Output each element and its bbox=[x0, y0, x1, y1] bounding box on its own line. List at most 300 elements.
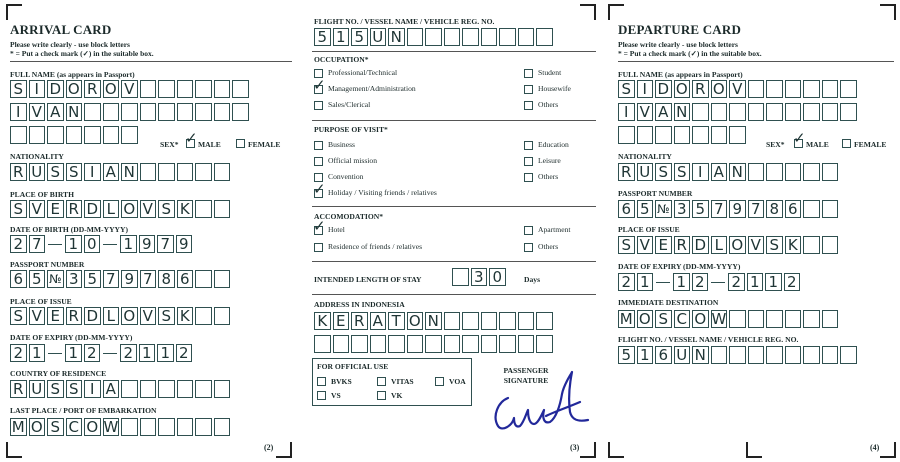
letter-box[interactable] bbox=[822, 80, 839, 98]
letter-box[interactable] bbox=[803, 236, 820, 254]
letter-box[interactable] bbox=[214, 80, 231, 98]
letter-box[interactable]: O bbox=[407, 312, 424, 330]
letter-box[interactable]: 2 bbox=[120, 344, 137, 362]
letter-box[interactable] bbox=[121, 103, 138, 121]
letter-box[interactable] bbox=[462, 335, 479, 353]
option-checkbox[interactable] bbox=[524, 101, 533, 110]
option-checkbox[interactable] bbox=[524, 141, 533, 150]
letter-box[interactable]: A bbox=[103, 163, 120, 181]
letter-box[interactable]: 7 bbox=[103, 270, 120, 288]
letter-box[interactable]: N bbox=[425, 312, 442, 330]
letter-box[interactable]: M bbox=[11, 418, 25, 436]
letter-box[interactable]: R bbox=[66, 200, 83, 218]
letter-box[interactable] bbox=[518, 335, 535, 353]
letter-box[interactable]: D bbox=[692, 236, 709, 254]
letter-box[interactable]: S bbox=[47, 163, 64, 181]
letter-box[interactable] bbox=[370, 335, 387, 353]
letter-box[interactable]: 7 bbox=[748, 200, 765, 218]
letter-box[interactable] bbox=[748, 346, 765, 364]
letter-box[interactable] bbox=[748, 80, 765, 98]
letter-box[interactable]: R bbox=[674, 236, 691, 254]
letter-box[interactable]: U bbox=[29, 380, 46, 398]
letter-box[interactable]: U bbox=[674, 346, 691, 364]
letter-box[interactable] bbox=[499, 28, 516, 46]
letter-box[interactable]: S bbox=[655, 163, 672, 181]
letter-box[interactable]: A bbox=[711, 163, 728, 181]
letter-box[interactable]: V bbox=[29, 200, 46, 218]
letter-box[interactable]: S bbox=[66, 163, 83, 181]
letter-box[interactable]: C bbox=[674, 310, 691, 328]
letter-box[interactable]: U bbox=[29, 163, 46, 181]
letter-box[interactable]: 1 bbox=[29, 344, 46, 362]
letter-box[interactable]: S bbox=[618, 80, 635, 98]
letter-box[interactable]: S bbox=[47, 418, 64, 436]
letter-box[interactable]: 0 bbox=[489, 268, 506, 286]
letter-box[interactable] bbox=[29, 126, 46, 144]
letter-box[interactable]: I bbox=[84, 380, 101, 398]
letter-box[interactable] bbox=[177, 80, 194, 98]
nationality-boxes[interactable] bbox=[10, 163, 232, 181]
letter-box[interactable]: I bbox=[637, 80, 654, 98]
letter-box[interactable] bbox=[518, 28, 535, 46]
embarkation-boxes[interactable] bbox=[10, 418, 232, 436]
letter-box[interactable] bbox=[158, 418, 175, 436]
letter-box[interactable] bbox=[711, 103, 728, 121]
letter-box[interactable]: 1 bbox=[637, 346, 654, 364]
letter-box[interactable]: 3 bbox=[674, 200, 691, 218]
letter-box[interactable]: 1 bbox=[65, 235, 82, 253]
official-vitas-checkbox[interactable] bbox=[377, 377, 386, 386]
letter-box[interactable]: 6 bbox=[10, 270, 27, 288]
letter-box[interactable]: 1 bbox=[65, 344, 82, 362]
letter-box[interactable]: M bbox=[619, 310, 633, 328]
letter-box[interactable]: 7 bbox=[711, 200, 728, 218]
letter-box[interactable] bbox=[785, 346, 802, 364]
letter-box[interactable]: K bbox=[177, 307, 194, 325]
letter-box[interactable]: W bbox=[103, 418, 119, 436]
letter-box[interactable] bbox=[407, 28, 424, 46]
letter-box[interactable]: R bbox=[351, 312, 368, 330]
letter-box[interactable] bbox=[177, 380, 194, 398]
letter-box[interactable]: K bbox=[785, 236, 802, 254]
letter-box[interactable] bbox=[748, 103, 765, 121]
letter-box[interactable]: V bbox=[140, 200, 157, 218]
flight-boxes[interactable] bbox=[314, 28, 555, 46]
letter-box[interactable] bbox=[158, 380, 175, 398]
stay-length-boxes[interactable] bbox=[452, 268, 508, 286]
letter-box[interactable] bbox=[481, 28, 498, 46]
letter-box[interactable] bbox=[729, 126, 746, 144]
letter-box[interactable] bbox=[462, 28, 479, 46]
letter-box[interactable]: D bbox=[655, 80, 672, 98]
letter-box[interactable]: S bbox=[10, 307, 27, 325]
letter-box[interactable] bbox=[748, 163, 765, 181]
letter-box[interactable]: U bbox=[637, 163, 654, 181]
letter-box[interactable]: I bbox=[29, 80, 46, 98]
flight-boxes[interactable] bbox=[618, 346, 859, 364]
letter-box[interactable]: V bbox=[637, 236, 654, 254]
letter-box[interactable]: S bbox=[618, 236, 635, 254]
official-bvks-checkbox[interactable] bbox=[317, 377, 326, 386]
letter-box[interactable] bbox=[803, 346, 820, 364]
official-vk-checkbox[interactable] bbox=[377, 391, 386, 400]
letter-box[interactable]: R bbox=[84, 80, 101, 98]
official-vs-checkbox[interactable] bbox=[317, 391, 326, 400]
letter-box[interactable] bbox=[425, 28, 442, 46]
letter-box[interactable] bbox=[766, 80, 783, 98]
letter-box[interactable]: 1 bbox=[333, 28, 350, 46]
letter-box[interactable] bbox=[158, 163, 175, 181]
letter-box[interactable] bbox=[444, 28, 461, 46]
letter-box[interactable] bbox=[103, 126, 120, 144]
letter-box[interactable]: L bbox=[711, 236, 728, 254]
option-checkbox[interactable] bbox=[314, 141, 323, 150]
letter-box[interactable]: 9 bbox=[121, 270, 138, 288]
sex-female-checkbox[interactable] bbox=[842, 139, 851, 148]
letter-box[interactable] bbox=[536, 335, 553, 353]
letter-box[interactable]: I bbox=[692, 163, 709, 181]
option-checkbox[interactable] bbox=[314, 243, 323, 252]
letter-box[interactable] bbox=[140, 163, 157, 181]
letter-box[interactable]: V bbox=[748, 236, 765, 254]
letter-box[interactable] bbox=[499, 312, 516, 330]
letter-box[interactable] bbox=[47, 126, 64, 144]
letter-box[interactable]: D bbox=[47, 80, 64, 98]
letter-box[interactable] bbox=[803, 80, 820, 98]
letter-box[interactable]: V bbox=[637, 103, 654, 121]
letter-box[interactable]: N bbox=[674, 103, 691, 121]
issue-place-boxes[interactable] bbox=[10, 307, 232, 325]
letter-box[interactable]: O bbox=[103, 80, 120, 98]
letter-box[interactable]: V bbox=[729, 80, 746, 98]
letter-box[interactable]: 3 bbox=[471, 268, 488, 286]
letter-box[interactable] bbox=[232, 80, 249, 98]
letter-box[interactable] bbox=[518, 312, 535, 330]
letter-box[interactable]: N bbox=[692, 346, 709, 364]
letter-box[interactable] bbox=[140, 380, 157, 398]
address-boxes[interactable] bbox=[314, 312, 555, 330]
letter-box[interactable] bbox=[840, 103, 857, 121]
letter-box[interactable]: O bbox=[66, 80, 83, 98]
letter-box[interactable]: 2 bbox=[10, 235, 27, 253]
letter-box[interactable] bbox=[140, 80, 157, 98]
letter-box[interactable]: 1 bbox=[157, 344, 174, 362]
letter-box[interactable]: R bbox=[66, 307, 83, 325]
letter-box[interactable]: № bbox=[655, 200, 672, 218]
letter-box[interactable]: 5 bbox=[314, 28, 331, 46]
letter-box[interactable]: S bbox=[10, 80, 27, 98]
dob-boxes[interactable] bbox=[10, 235, 194, 253]
letter-box[interactable] bbox=[195, 270, 212, 288]
letter-box[interactable] bbox=[195, 163, 212, 181]
letter-box[interactable] bbox=[121, 418, 138, 436]
letter-box[interactable] bbox=[314, 335, 331, 353]
letter-box[interactable] bbox=[121, 126, 138, 144]
letter-box[interactable] bbox=[214, 380, 231, 398]
letter-box[interactable]: U bbox=[370, 28, 387, 46]
letter-box[interactable] bbox=[462, 312, 479, 330]
birthplace-boxes[interactable] bbox=[10, 200, 232, 218]
letter-box[interactable] bbox=[692, 103, 709, 121]
letter-box[interactable] bbox=[785, 163, 802, 181]
letter-box[interactable]: 2 bbox=[784, 273, 801, 291]
letter-box[interactable] bbox=[214, 103, 231, 121]
letter-box[interactable] bbox=[840, 346, 857, 364]
letter-box[interactable] bbox=[803, 200, 820, 218]
letter-box[interactable] bbox=[195, 103, 212, 121]
letter-box[interactable]: V bbox=[29, 103, 46, 121]
letter-box[interactable]: 2 bbox=[84, 344, 101, 362]
surname-boxes[interactable] bbox=[10, 80, 251, 98]
letter-box[interactable] bbox=[214, 307, 231, 325]
letter-box[interactable] bbox=[822, 346, 839, 364]
letter-box[interactable] bbox=[121, 380, 138, 398]
letter-box[interactable]: 2 bbox=[692, 273, 709, 291]
letter-box[interactable]: O bbox=[729, 236, 746, 254]
surname-boxes[interactable] bbox=[618, 80, 859, 98]
letter-box[interactable]: 7 bbox=[29, 235, 46, 253]
option-checkbox[interactable] bbox=[524, 85, 533, 94]
letter-box[interactable]: O bbox=[121, 307, 138, 325]
letter-box[interactable] bbox=[214, 163, 231, 181]
letter-box[interactable] bbox=[729, 310, 746, 328]
letter-box[interactable]: 5 bbox=[692, 200, 709, 218]
letter-box[interactable] bbox=[214, 200, 231, 218]
letter-box[interactable]: 5 bbox=[351, 28, 368, 46]
letter-box[interactable] bbox=[444, 312, 461, 330]
letter-box[interactable]: N bbox=[388, 28, 405, 46]
letter-box[interactable] bbox=[84, 103, 101, 121]
letter-box[interactable] bbox=[803, 103, 820, 121]
option-checkbox[interactable] bbox=[524, 173, 533, 182]
letter-box[interactable]: V bbox=[29, 307, 46, 325]
letter-box[interactable]: № bbox=[47, 270, 64, 288]
letter-box[interactable] bbox=[822, 103, 839, 121]
expiry-boxes[interactable] bbox=[10, 344, 194, 362]
letter-box[interactable]: O bbox=[84, 418, 101, 436]
option-checkbox[interactable] bbox=[524, 243, 533, 252]
letter-box[interactable]: R bbox=[10, 163, 27, 181]
letter-box[interactable]: 5 bbox=[637, 200, 654, 218]
letter-box[interactable] bbox=[158, 80, 175, 98]
letter-box[interactable] bbox=[785, 310, 802, 328]
letter-box[interactable]: S bbox=[655, 310, 672, 328]
letter-box[interactable]: O bbox=[637, 310, 654, 328]
letter-box[interactable] bbox=[711, 126, 728, 144]
letter-box[interactable] bbox=[766, 163, 783, 181]
given-name-boxes[interactable] bbox=[618, 103, 859, 121]
letter-box[interactable]: N bbox=[729, 163, 746, 181]
letter-box[interactable] bbox=[140, 103, 157, 121]
letter-box[interactable]: K bbox=[177, 200, 194, 218]
letter-box[interactable] bbox=[177, 418, 194, 436]
letter-box[interactable] bbox=[66, 126, 83, 144]
letter-box[interactable] bbox=[729, 103, 746, 121]
letter-box[interactable]: 8 bbox=[158, 270, 175, 288]
letter-box[interactable]: K bbox=[314, 312, 331, 330]
letter-box[interactable]: N bbox=[121, 163, 138, 181]
letter-box[interactable]: R bbox=[618, 163, 635, 181]
letter-box[interactable]: 2 bbox=[176, 344, 193, 362]
letter-box[interactable] bbox=[729, 346, 746, 364]
letter-box[interactable] bbox=[711, 346, 728, 364]
letter-box[interactable] bbox=[84, 126, 101, 144]
letter-box[interactable] bbox=[10, 126, 27, 144]
letter-box[interactable]: 5 bbox=[618, 346, 635, 364]
letter-box[interactable] bbox=[822, 310, 839, 328]
letter-box[interactable]: T bbox=[388, 312, 405, 330]
letter-box[interactable] bbox=[766, 310, 783, 328]
letter-box[interactable]: S bbox=[674, 163, 691, 181]
letter-box[interactable]: L bbox=[103, 200, 120, 218]
letter-box[interactable] bbox=[766, 103, 783, 121]
letter-box[interactable]: D bbox=[84, 200, 101, 218]
letter-box[interactable]: 5 bbox=[29, 270, 46, 288]
option-checkbox[interactable] bbox=[314, 157, 323, 166]
letter-box[interactable]: R bbox=[10, 380, 27, 398]
letter-box[interactable]: 1 bbox=[765, 273, 782, 291]
letter-box[interactable]: 1 bbox=[120, 235, 137, 253]
letter-box[interactable]: A bbox=[370, 312, 387, 330]
letter-box[interactable] bbox=[785, 103, 802, 121]
letter-box[interactable]: E bbox=[655, 236, 672, 254]
letter-box[interactable] bbox=[766, 346, 783, 364]
letter-box[interactable] bbox=[536, 312, 553, 330]
letter-box[interactable]: D bbox=[84, 307, 101, 325]
letter-box[interactable]: O bbox=[674, 80, 691, 98]
passport-boxes[interactable] bbox=[10, 270, 232, 288]
letter-box[interactable]: S bbox=[10, 200, 27, 218]
letter-box[interactable]: N bbox=[66, 103, 83, 121]
letter-box[interactable]: 6 bbox=[655, 346, 672, 364]
letter-box[interactable] bbox=[637, 126, 654, 144]
letter-box[interactable] bbox=[803, 163, 820, 181]
destination-boxes[interactable] bbox=[618, 310, 840, 328]
letter-box[interactable]: 6 bbox=[177, 270, 194, 288]
letter-box[interactable] bbox=[195, 80, 212, 98]
letter-box[interactable] bbox=[140, 418, 157, 436]
letter-box[interactable] bbox=[748, 310, 765, 328]
letter-box[interactable]: I bbox=[84, 163, 101, 181]
issue-place-boxes[interactable] bbox=[618, 236, 840, 254]
letter-box[interactable] bbox=[103, 103, 120, 121]
letter-box[interactable]: 6 bbox=[785, 200, 802, 218]
letter-box[interactable] bbox=[536, 28, 553, 46]
letter-box[interactable] bbox=[803, 310, 820, 328]
letter-box[interactable] bbox=[674, 126, 691, 144]
letter-box[interactable]: 1 bbox=[747, 273, 764, 291]
letter-box[interactable] bbox=[499, 335, 516, 353]
passport-boxes[interactable] bbox=[618, 200, 840, 218]
option-checkbox[interactable] bbox=[314, 101, 323, 110]
letter-box[interactable]: 6 bbox=[618, 200, 635, 218]
letter-box[interactable] bbox=[822, 236, 839, 254]
letter-box[interactable] bbox=[785, 80, 802, 98]
letter-box[interactable]: 0 bbox=[84, 235, 101, 253]
letter-box[interactable]: 9 bbox=[729, 200, 746, 218]
letter-box[interactable]: A bbox=[47, 103, 64, 121]
letter-box[interactable]: S bbox=[766, 236, 783, 254]
letter-box[interactable] bbox=[333, 335, 350, 353]
letter-box[interactable] bbox=[840, 80, 857, 98]
nationality-boxes[interactable] bbox=[618, 163, 840, 181]
letter-box[interactable]: 2 bbox=[728, 273, 745, 291]
letter-box[interactable]: 7 bbox=[157, 235, 174, 253]
letter-box[interactable]: S bbox=[158, 200, 175, 218]
letter-box[interactable]: R bbox=[692, 80, 709, 98]
option-checkbox[interactable] bbox=[524, 69, 533, 78]
letter-box[interactable]: O bbox=[711, 80, 728, 98]
option-checkbox[interactable] bbox=[524, 157, 533, 166]
name-extra-boxes[interactable] bbox=[618, 126, 748, 144]
letter-box[interactable]: 8 bbox=[766, 200, 783, 218]
option-checkbox[interactable] bbox=[524, 226, 533, 235]
letter-box[interactable] bbox=[214, 270, 231, 288]
letter-box[interactable] bbox=[444, 335, 461, 353]
letter-box[interactable] bbox=[195, 380, 212, 398]
letter-box[interactable]: S bbox=[47, 380, 64, 398]
letter-box[interactable]: 9 bbox=[139, 235, 156, 253]
letter-box[interactable]: 2 bbox=[618, 273, 635, 291]
letter-box[interactable] bbox=[692, 126, 709, 144]
letter-box[interactable] bbox=[388, 335, 405, 353]
letter-box[interactable]: S bbox=[158, 307, 175, 325]
letter-box[interactable]: L bbox=[103, 307, 120, 325]
letter-box[interactable] bbox=[195, 418, 212, 436]
letter-box[interactable]: 2 bbox=[10, 344, 27, 362]
letter-box[interactable]: V bbox=[121, 80, 138, 98]
letter-box[interactable] bbox=[158, 103, 175, 121]
letter-box[interactable]: W bbox=[711, 310, 727, 328]
letter-box[interactable]: O bbox=[121, 200, 138, 218]
letter-box[interactable]: E bbox=[333, 312, 350, 330]
letter-box[interactable] bbox=[425, 335, 442, 353]
letter-box[interactable] bbox=[177, 163, 194, 181]
letter-box[interactable] bbox=[195, 200, 212, 218]
letter-box[interactable] bbox=[452, 268, 469, 286]
letter-box[interactable]: 1 bbox=[673, 273, 690, 291]
letter-box[interactable]: A bbox=[103, 380, 120, 398]
letter-box[interactable] bbox=[822, 200, 839, 218]
letter-box[interactable] bbox=[481, 335, 498, 353]
letter-box[interactable]: E bbox=[47, 307, 64, 325]
letter-box[interactable] bbox=[407, 335, 424, 353]
address-line2-boxes[interactable] bbox=[314, 335, 555, 353]
official-voa-checkbox[interactable] bbox=[435, 377, 444, 386]
given-name-boxes[interactable] bbox=[10, 103, 251, 121]
letter-box[interactable] bbox=[822, 163, 839, 181]
letter-box[interactable] bbox=[214, 418, 231, 436]
letter-box[interactable]: S bbox=[66, 380, 83, 398]
letter-box[interactable] bbox=[655, 126, 672, 144]
letter-box[interactable] bbox=[177, 103, 194, 121]
letter-box[interactable]: A bbox=[655, 103, 672, 121]
letter-box[interactable]: 5 bbox=[84, 270, 101, 288]
letter-box[interactable]: 7 bbox=[140, 270, 157, 288]
letter-box[interactable]: O bbox=[692, 310, 709, 328]
letter-box[interactable]: V bbox=[140, 307, 157, 325]
letter-box[interactable]: 1 bbox=[637, 273, 654, 291]
letter-box[interactable] bbox=[481, 312, 498, 330]
expiry-boxes[interactable] bbox=[618, 273, 802, 291]
letter-box[interactable] bbox=[195, 307, 212, 325]
letter-box[interactable]: 3 bbox=[66, 270, 83, 288]
letter-box[interactable] bbox=[351, 335, 368, 353]
letter-box[interactable] bbox=[618, 126, 635, 144]
letter-box[interactable]: I bbox=[618, 103, 635, 121]
letter-box[interactable] bbox=[232, 103, 249, 121]
letter-box[interactable]: E bbox=[47, 200, 64, 218]
